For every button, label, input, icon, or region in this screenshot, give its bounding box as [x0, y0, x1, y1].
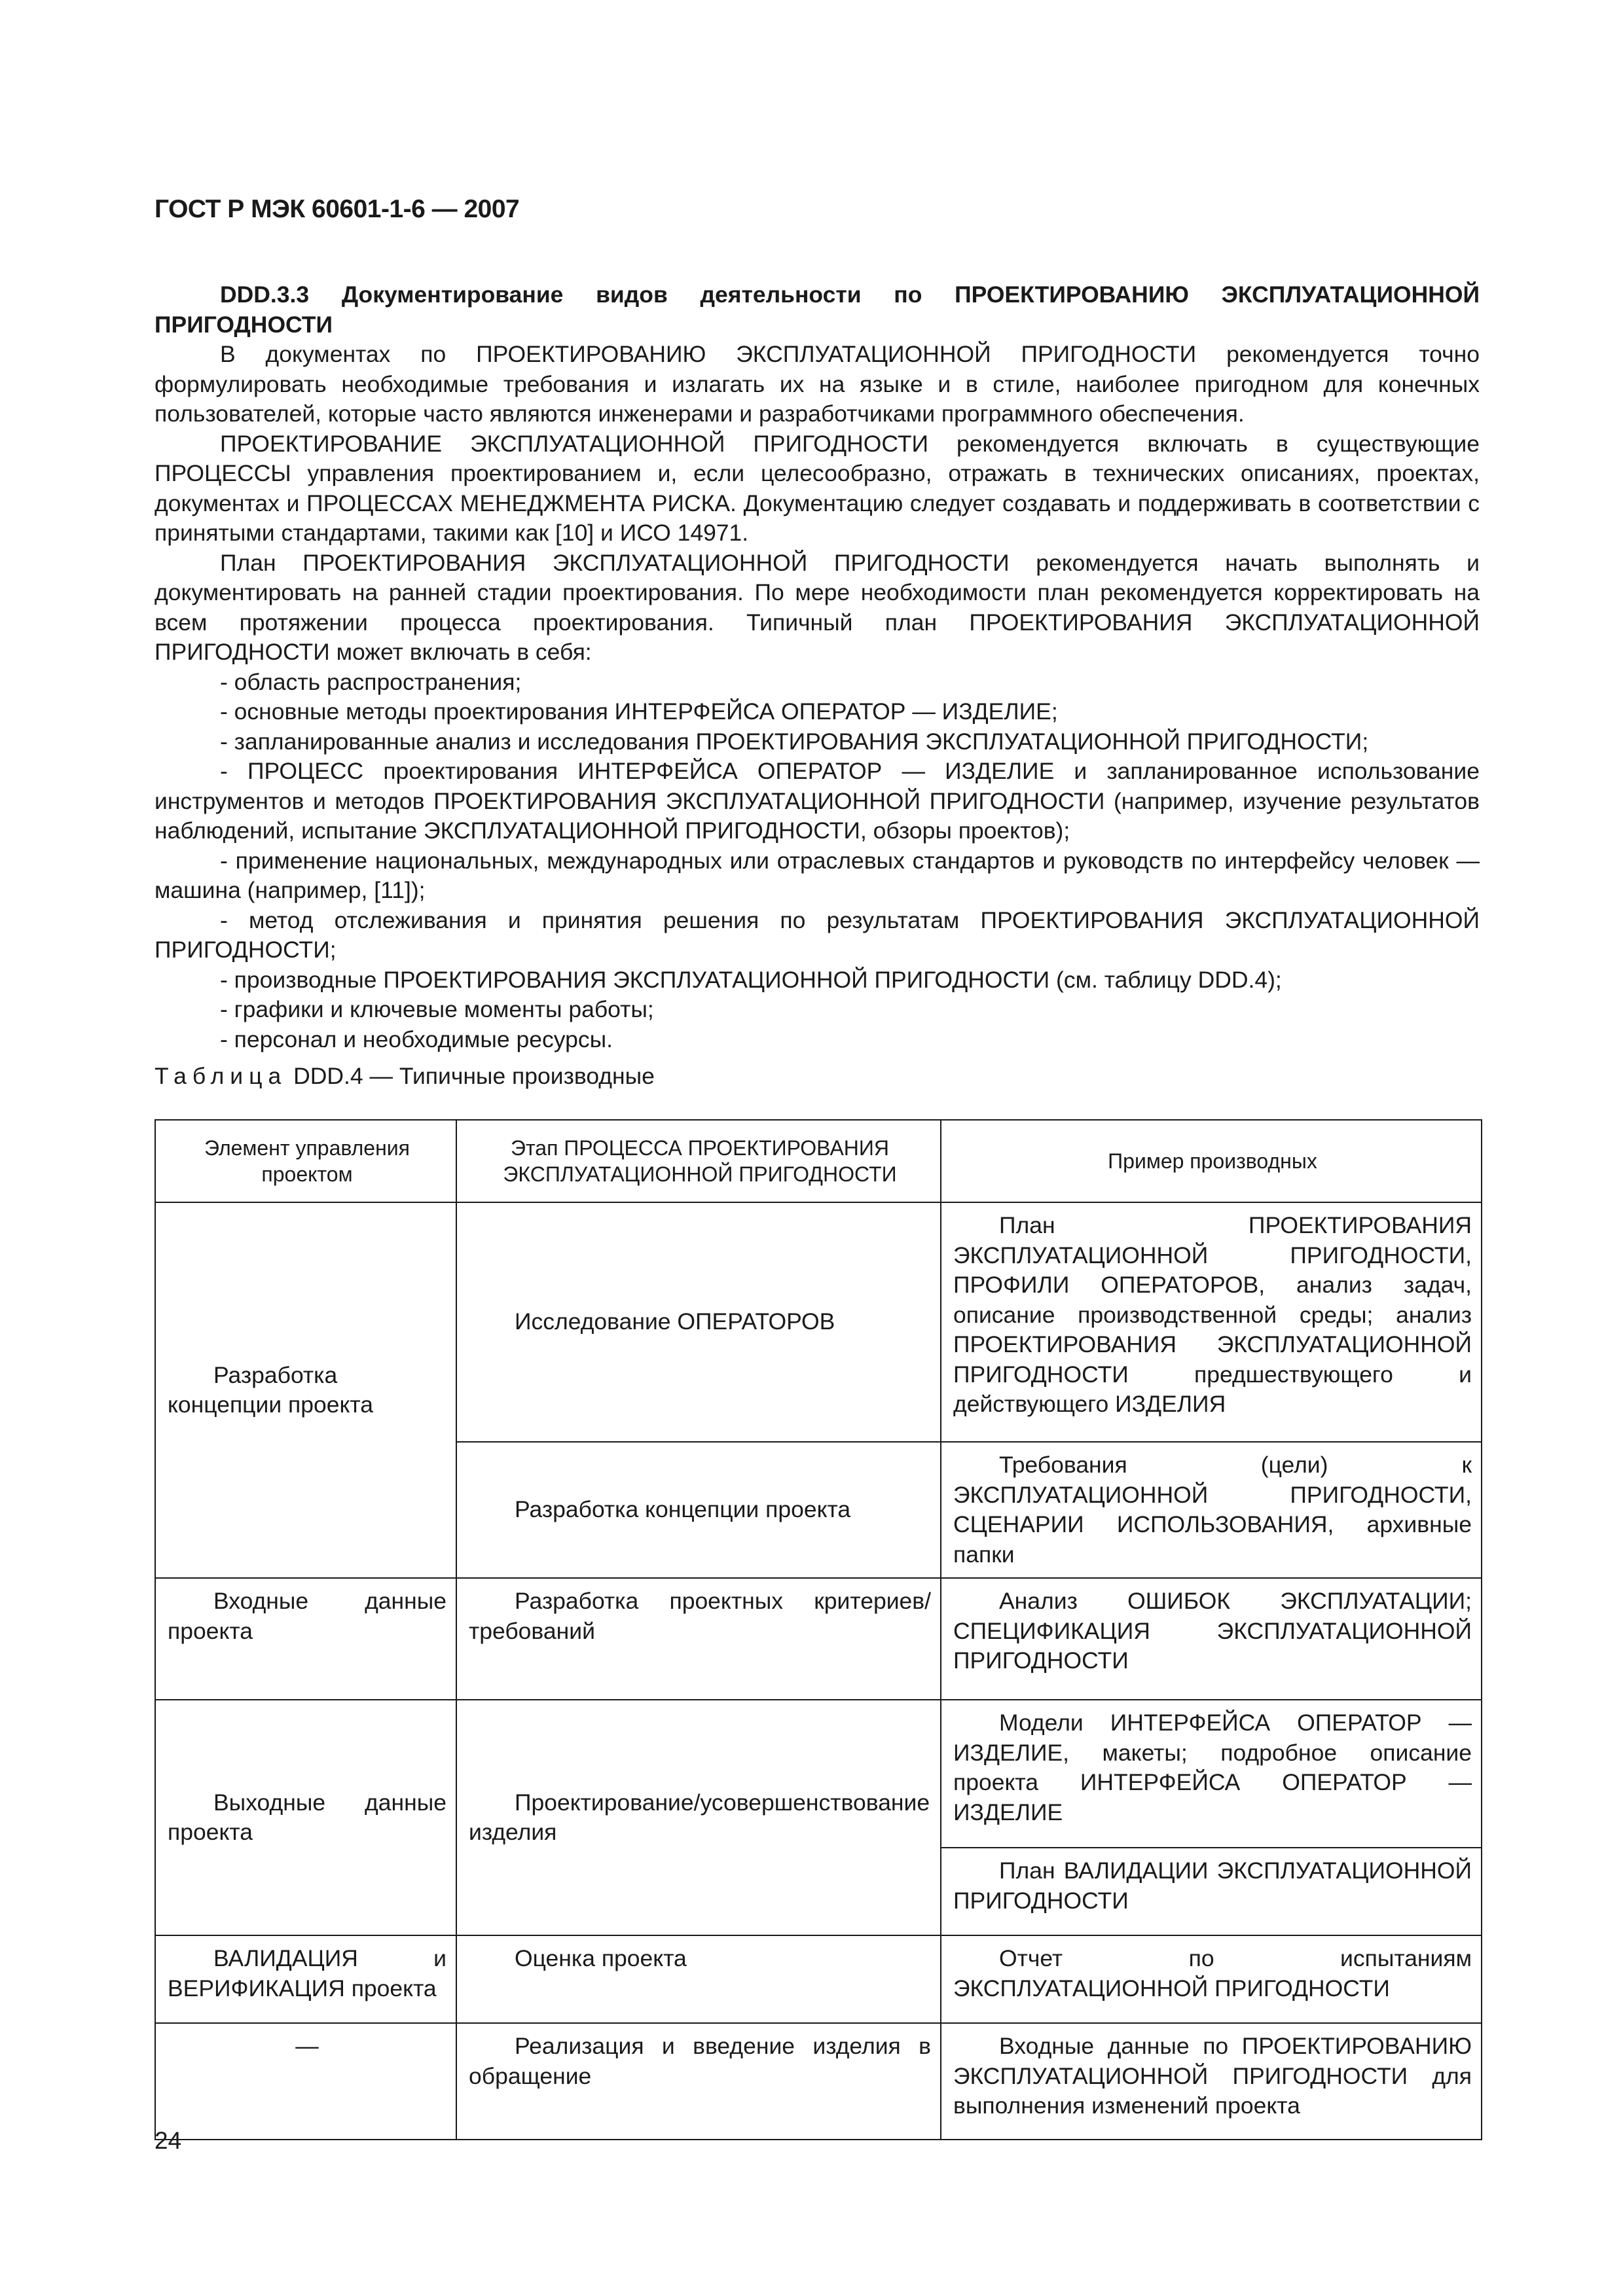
table-cell-stage: Разработка проектных критериев/требований	[456, 1578, 941, 1700]
table-cell-example: Отчет по испытаниям ЭКСПЛУАТАЦИОННОЙ ПРИГОДНОСТИ	[941, 1935, 1482, 2023]
list-item: - производные ПРОЕКТИРОВАНИЯ ЭКСПЛУАТАЦИОННОЙ ПРИГОДНОСТИ (см. таблицу DDD.4);	[220, 966, 1282, 993]
list-item: - основные методы проектирования ИНТЕРФЕЙСА ОПЕРАТОР — ИЗДЕЛИЕ;	[220, 698, 1058, 725]
list-item: - ПРОЦЕСС проектирования ИНТЕРФЕЙСА ОПЕРАТОР — ИЗДЕЛИЕ и запланированное использование инструментов и методов ПРОЕКТИРОВАНИЯ ЭКСПЛУАТАЦИОННОЙ ПРИГОДНОСТИ (например, изучение результатов наблюдений, испытание ЭКСПЛУАТАЦИОННОЙ ПРИГОДНОСТИ, обзоры проектов);	[155, 758, 1480, 844]
column-header-example: Пример производных	[941, 1120, 1482, 1202]
table-cell-example: План ПРОЕКТИРОВАНИЯ ЭКСПЛУАТАЦИОННОЙ ПРИГОДНОСТИ, ПРОФИЛИ ОПЕРАТОРОВ, анализ задач, описание производственной среды; анализ ПРОЕКТИРОВАНИЯ ЭКСПЛУАТАЦИОННОЙ ПРИГОДНОСТИ предшествующего и действующего ИЗДЕЛИЯ	[941, 1202, 1482, 1442]
table-caption-title: DDD.4 — Типичные производные	[293, 1063, 655, 1089]
table-cell-example: Входные данные по ПРОЕКТИРОВАНИЮ ЭКСПЛУАТАЦИОННОЙ ПРИГОДНОСТИ для выполнения изменений проекта	[941, 2023, 1482, 2140]
plan-contents-list	[155, 668, 1480, 1055]
table-cell-element: Входные данные проекта	[155, 1578, 456, 1700]
table-cell-stage: Проектирование/усовершенствование изделия	[456, 1700, 941, 1935]
table-cell-element: —	[155, 2023, 456, 2140]
list-item: - графики и ключевые моменты работы;	[220, 996, 654, 1022]
table-cell-stage: Разработка концепции проекта	[456, 1442, 941, 1578]
column-header-stage: Этап ПРОЦЕССА ПРОЕКТИРОВАНИЯ ЭКСПЛУАТАЦИОННОЙ ПРИГОДНОСТИ	[456, 1120, 941, 1202]
document-header: ГОСТ Р МЭК 60601-1-6 — 2007	[155, 195, 520, 223]
list-item: - метод отслеживания и принятия решения по результатам ПРОЕКТИРОВАНИЯ ЭКСПЛУАТАЦИОННОЙ ПРИГОДНОСТИ;	[155, 906, 1480, 963]
table-cell-stage: Исследование ОПЕРАТОРОВ	[456, 1202, 941, 1442]
paragraph: ПРОЕКТИРОВАНИЕ ЭКСПЛУАТАЦИОННОЙ ПРИГОДНОСТИ рекомендуется включать в существующие ПРОЦЕССЫ управления проектированием и, если целесообразно, отражать в технических описаниях, проектах, документах и ПРОЦЕССАХ МЕНЕДЖМЕНТА РИСКА. Документацию следует создавать и поддерживать в соответствии с принятыми стандартами, такими как [10] и ИСО 14971.	[155, 430, 1480, 546]
paragraph: В документах по ПРОЕКТИРОВАНИЮ ЭКСПЛУАТАЦИОННОЙ ПРИГОДНОСТИ рекомендуется точно формулировать необходимые требования и излагать их на языке и в стиле, наиболее пригодном для конечных пользователей, которые часто являются инженерами и разработчиками программного обеспечения.	[155, 341, 1480, 427]
table-row	[155, 1700, 1482, 1848]
table-cell-element: ВАЛИДАЦИЯ и ВЕРИФИКАЦИЯ проекта	[155, 1935, 456, 2023]
derivatives-table	[155, 1119, 1482, 2140]
table-cell-stage: Реализация и введение изделия в обращение	[456, 2023, 941, 2140]
table-row	[155, 1578, 1482, 1700]
list-item: - применение национальных, международных или отраслевых стандартов и руководств по интерфейсу человек — машина (например, [11]);	[155, 847, 1480, 903]
table-caption-label: Таблица	[155, 1063, 287, 1089]
cell-text: Разработка концепции проекта	[168, 1361, 374, 1418]
table-cell-example: Требования (цели) к ЭКСПЛУАТАЦИОННОЙ ПРИГОДНОСТИ, СЦЕНАРИИ ИСПОЛЬЗОВАНИЯ, архивные папки	[941, 1442, 1482, 1578]
column-header-element: Элемент управления проектом	[155, 1120, 456, 1202]
table-header-row	[155, 1120, 1482, 1202]
table-cell-element	[155, 1202, 456, 1578]
table-row	[155, 1202, 1482, 1442]
table-caption	[155, 1062, 655, 1091]
table-cell-stage: Оценка проекта	[456, 1935, 941, 2023]
table-cell-element: Выходные данные проекта	[155, 1700, 456, 1935]
section-heading: DDD.3.3 Документирование видов деятельности по ПРОЕКТИРОВАНИЮ ЭКСПЛУАТАЦИОННОЙ ПРИГОДНОСТИ	[155, 281, 1480, 338]
table-row	[155, 2023, 1482, 2140]
table-cell-example: Анализ ОШИБОК ЭКСПЛУАТАЦИИ; СПЕЦИФИКАЦИЯ ЭКСПЛУАТАЦИОННОЙ ПРИГОДНОСТИ	[941, 1578, 1482, 1700]
list-item: - персонал и необходимые ресурсы.	[220, 1026, 613, 1052]
table-row	[155, 1935, 1482, 2023]
table-cell-example: План ВАЛИДАЦИИ ЭКСПЛУАТАЦИОННОЙ ПРИГОДНОСТИ	[941, 1848, 1482, 1935]
page-number: 24	[155, 2127, 182, 2154]
list-item: - запланированные анализ и исследования ПРОЕКТИРОВАНИЯ ЭКСПЛУАТАЦИОННОЙ ПРИГОДНОСТИ;	[220, 728, 1369, 755]
section-body	[155, 280, 1480, 1054]
table-cell-example: Модели ИНТЕРФЕЙСА ОПЕРАТОР — ИЗДЕЛИЕ, макеты; подробное описание проекта ИНТЕРФЕЙСА ОПЕРАТОР — ИЗДЕЛИЕ	[941, 1700, 1482, 1848]
list-item: - область распространения;	[220, 668, 522, 695]
paragraph: План ПРОЕКТИРОВАНИЯ ЭКСПЛУАТАЦИОННОЙ ПРИГОДНОСТИ рекомендуется начать выполнять и документировать на ранней стадии проектирования. По мере необходимости план рекомендуется корректировать на всем протяжении процесса проектирования. Типичный план ПРОЕКТИРОВАНИЯ ЭКСПЛУАТАЦИОННОЙ ПРИГОДНОСТИ может включать в себя:	[155, 549, 1480, 665]
